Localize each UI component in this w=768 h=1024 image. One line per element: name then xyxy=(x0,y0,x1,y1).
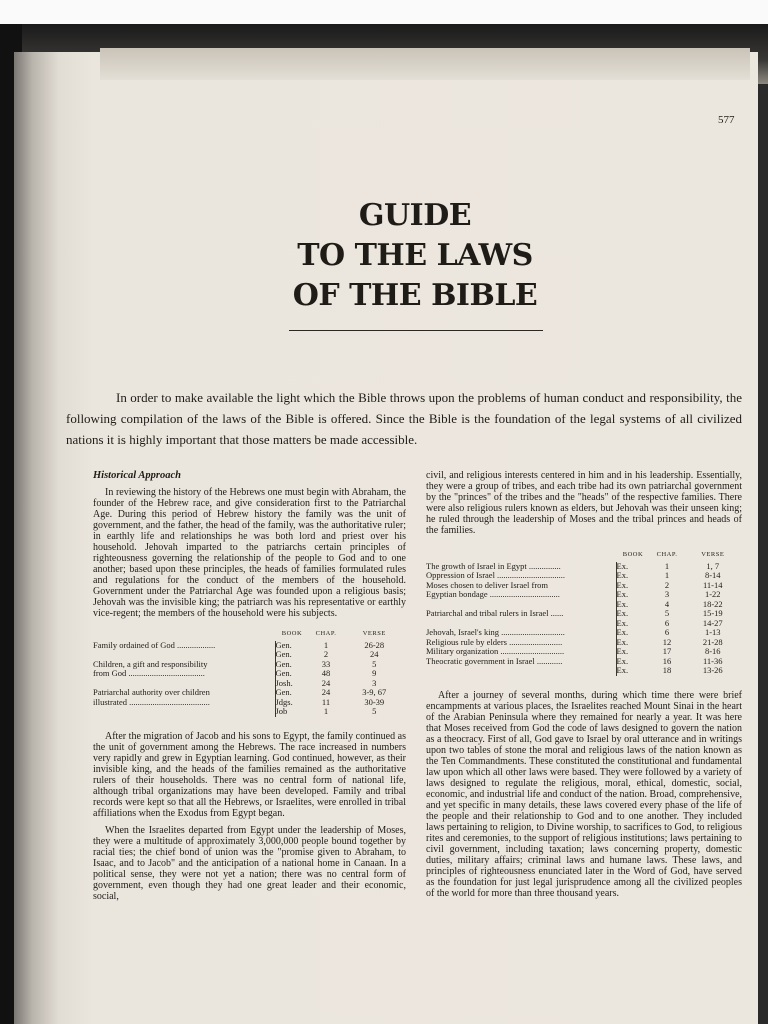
table-row xyxy=(93,641,406,651)
book-cell: Job xyxy=(275,707,309,717)
table-row xyxy=(426,647,742,657)
page-edge xyxy=(100,48,750,80)
verse-cell: 1, 7 xyxy=(706,560,720,571)
topic-cell xyxy=(93,650,275,660)
chapter-cell: 1 xyxy=(323,639,329,650)
intro-paragraph: In order to make available the light which the Bible throws upon the problems of human conduct and responsibility, the following compilation of the laws of the Bible is offered. Since the Bible is the foundation of the legal systems of all civilized nations it is highly important that those matters be made accessible. xyxy=(66,390,742,447)
table-row xyxy=(426,609,742,619)
title-line-1: GUIDE xyxy=(358,198,472,233)
chapter-cell: 2 xyxy=(323,649,329,659)
book-cell: Ex. xyxy=(616,571,650,581)
table-row xyxy=(426,590,742,600)
topic-cell: illustrated ...................................... xyxy=(93,697,210,707)
table-row xyxy=(426,562,742,572)
chapter-cell: 5 xyxy=(664,608,670,618)
topic-cell: Oppression of Israel ................................ xyxy=(426,571,566,580)
chapter-cell: 6 xyxy=(664,627,670,637)
verse-cell: 1-13 xyxy=(704,627,721,637)
col-header-verse: VERSE xyxy=(362,630,386,637)
book-cell: Ex. xyxy=(616,562,650,572)
book-cell: Gen. xyxy=(275,641,309,651)
table-row xyxy=(426,657,742,667)
table-row xyxy=(426,600,742,610)
left-paragraph-2: After the migration of Jacob and his sons to Egypt, the family continued as the unit of government among the Hebrews. The race increased in numbers very rapidly and grew in Egyptian learning. God continued, however, as their invisible king, and the heads of the families remained as the authoritative rulers of their households. There was no central form of national life, although tribal organizations may have been developed. Family and tribal records were kept so that all the Hebrews, or Israelites, were enrolled in tribal affiliations when the Exodus from Egypt began. xyxy=(93,730,406,819)
section-heading: Historical Approach xyxy=(93,470,181,481)
table-row xyxy=(93,707,406,717)
verse-cell: 26-28 xyxy=(364,639,385,650)
verse-cell: 3 xyxy=(372,677,377,688)
chapter-cell: 1 xyxy=(323,706,329,716)
chapter-cell: 2 xyxy=(664,579,670,590)
topic-cell xyxy=(426,619,616,629)
book-cell: Ex. xyxy=(616,657,650,667)
book-cell: Ex. xyxy=(616,666,650,676)
reference-table-left xyxy=(93,629,406,717)
topic-cell: Family ordained of God .................. xyxy=(93,640,216,650)
verse-cell: 5 xyxy=(372,658,377,669)
col-header-book: BOOK xyxy=(281,630,303,637)
book-cell: Gen. xyxy=(275,650,309,660)
chapter-cell: 12 xyxy=(662,636,672,647)
verse-cell: 1-22 xyxy=(704,589,721,599)
verse-cell: 14-27 xyxy=(702,617,723,628)
topic-cell xyxy=(426,666,616,676)
book-cell: Gen. xyxy=(275,688,309,698)
topic-cell: Religious rule by elders ......................... xyxy=(426,637,563,647)
verse-cell: 30-39 xyxy=(364,696,385,707)
table-row xyxy=(426,619,742,629)
book-cell: Ex. xyxy=(616,638,650,648)
col-header-chap: CHAP. xyxy=(656,551,678,558)
chapter-cell: 24 xyxy=(321,677,331,688)
topic-cell xyxy=(426,600,616,610)
page-title xyxy=(230,196,600,316)
chapter-cell: 3 xyxy=(664,589,670,599)
chapter-cell: 1 xyxy=(664,560,670,571)
table-row xyxy=(93,688,406,698)
chapter-cell: 18 xyxy=(662,665,672,675)
topic-cell: from God .................................... xyxy=(93,669,205,678)
verse-cell: 13-26 xyxy=(702,665,723,675)
page-number: 577 xyxy=(718,114,735,126)
book-cell: Ex. xyxy=(616,647,650,657)
col-header-verse: VERSE xyxy=(701,551,725,558)
table-row xyxy=(426,581,742,591)
topic-cell: Patriarchal authority over children xyxy=(93,688,210,697)
topic-cell: Moses chosen to deliver Israel from xyxy=(426,580,549,590)
left-paragraph-1: In reviewing the history of the Hebrews one must begin with Abraham, the founder of the Hebrew race, and give consideration first to the Patriarchal Age. During this period of Hebrew history the family was the unit of government, and the father, the head of the family, was the authoritative ruler; in earthly life and relationships he was both lord and priest over his household. Jehovah imparted to the patriarchs certain principles of righteousness governing the relationship of the people to God and to one another; based upon these principles, the heads of families formulated rules and regulations for the conduct of the members of the household. Government under the Patriarchal Age was founded upon a religious basis; Jehovah was the invisible king; the patriarch was his representative or earthly vice-regent; the members of the household were his subjects. xyxy=(93,487,406,619)
table-row xyxy=(426,571,742,581)
table-row xyxy=(426,638,742,648)
book-cell: Ex. xyxy=(616,619,650,629)
topic-cell: Military organization .............................. xyxy=(426,647,565,656)
book-cell: Ex. xyxy=(616,581,650,591)
verse-cell: 5 xyxy=(372,706,377,716)
chapter-cell: 4 xyxy=(664,598,670,609)
verse-cell: 11-14 xyxy=(702,579,723,590)
book-cell: Josh. xyxy=(275,679,309,689)
table-row xyxy=(93,660,406,670)
verse-cell: 18-22 xyxy=(702,598,723,609)
col-header-book: BOOK xyxy=(622,551,644,558)
verse-cell: 8-16 xyxy=(704,646,721,656)
chapter-cell: 16 xyxy=(662,655,672,666)
top-margin xyxy=(0,0,768,24)
reference-table-right xyxy=(426,550,742,676)
chapter-cell: 6 xyxy=(664,617,670,628)
chapter-cell: 11 xyxy=(321,696,331,707)
verse-cell: 15-19 xyxy=(702,608,723,618)
table-row xyxy=(93,669,406,679)
book-cell: Gen. xyxy=(275,669,309,679)
book-cell: Gen. xyxy=(275,660,309,670)
topic-cell: Theocratic government in Israel ............ xyxy=(426,656,563,666)
topic-cell: Children, a gift and responsibility xyxy=(93,659,208,669)
book-cell: Ex. xyxy=(616,609,650,619)
table-row xyxy=(93,698,406,708)
title-line-2: TO THE LAWS xyxy=(297,238,533,273)
verse-cell: 8-14 xyxy=(704,570,721,580)
right-column xyxy=(426,470,742,899)
col-header-chap: CHAP. xyxy=(315,630,337,637)
chapter-cell: 33 xyxy=(321,658,331,669)
topic-cell xyxy=(93,679,275,689)
chapter-cell: 1 xyxy=(664,570,670,580)
topic-cell: Patriarchal and tribal rulers in Israel ...... xyxy=(426,609,564,618)
left-column xyxy=(93,470,406,902)
table-row xyxy=(93,679,406,689)
topic-cell: Jehovah, Israel's king .............................. xyxy=(426,628,565,637)
topic-cell: The growth of Israel in Egypt ............... xyxy=(426,561,561,571)
table-row xyxy=(426,666,742,676)
verse-cell: 3-9, 67 xyxy=(362,687,387,697)
verse-cell: 9 xyxy=(372,668,377,678)
chapter-cell: 24 xyxy=(321,687,331,697)
chapter-cell: 48 xyxy=(321,668,331,678)
right-paragraph-2: After a journey of several months, during which time there were brief encampments at various places, the Israelites reached Mount Sinai in the heart of the Arabian Peninsula where they remained for nearly a year. It was here that Moses received from God the code of laws designed to govern the nation as a theocracy. First of all, God gave to Israel by oral utterance and in writings upon two tables of stone the moral and religious laws of the nation known as the Ten Commandments. These constituted the constitutional and fundamental law upon which all other laws were based. They were followed by a variety of laws designed to regulate the religious, moral, ethical, domestic, social, economic, and industrial life and conduct of the nation. Broad, comprehensive, and yet specific in many details, these laws covered every phase of the life of the people and their relationship to God and to one another. They included laws pertaining to religion, to Divine worship, to sacrifices to God, to religious rites and ceremonies, to the support of religious institutions; laws pertaining to civil government, including taxation; laws concerning property, domestic duties, military affairs; criminal laws and humane laws. These laws, and principles of righteousness enunciated later in the Word of God, have served as the foundation for just legal jurisprudence among all the civilized peoples of the world for more than three thousand years. xyxy=(426,689,743,899)
verse-cell: 24 xyxy=(370,649,379,659)
table-row xyxy=(93,650,406,660)
book-cell: Ex. xyxy=(616,628,650,638)
book-cell: Jdgs. xyxy=(275,698,309,708)
verse-cell: 21-28 xyxy=(702,636,723,647)
verse-cell: 11-36 xyxy=(702,655,723,666)
topic-cell xyxy=(93,707,275,717)
title-rule xyxy=(289,330,543,331)
book-cell: Ex. xyxy=(616,590,650,600)
table-row xyxy=(426,628,742,638)
right-paragraph-1: civil, and religious interests centered in him and in his leadership. Essentially, they were a group of tribes, and each tribe had its own patriarchal government by the "princes" of the tribes and the "heads" of the respective families. There were also religious rulers known as elders, but Jehovah was their unseen king; he ruled through the leadership of Moses and the tribal princes and heads of the families. xyxy=(426,470,742,536)
title-line-3: OF THE BIBLE xyxy=(292,278,538,313)
topic-cell: Egyptian bondage ................................. xyxy=(426,590,560,599)
left-paragraph-3: When the Israelites departed from Egypt under the leadership of Moses, they were a multitude of approximately 3,000,000 people bound together by racial ties; the chief bond of union was the "promise given to Abraham, to Isaac, and to Jacob" and the anticipation of a national home in Canaan. In a political sense, they were not yet a nation; there was no central form of government, even though they had one great leader and their economic, social, xyxy=(93,824,406,902)
book-cell: Ex. xyxy=(616,600,650,610)
chapter-cell: 17 xyxy=(662,646,672,656)
